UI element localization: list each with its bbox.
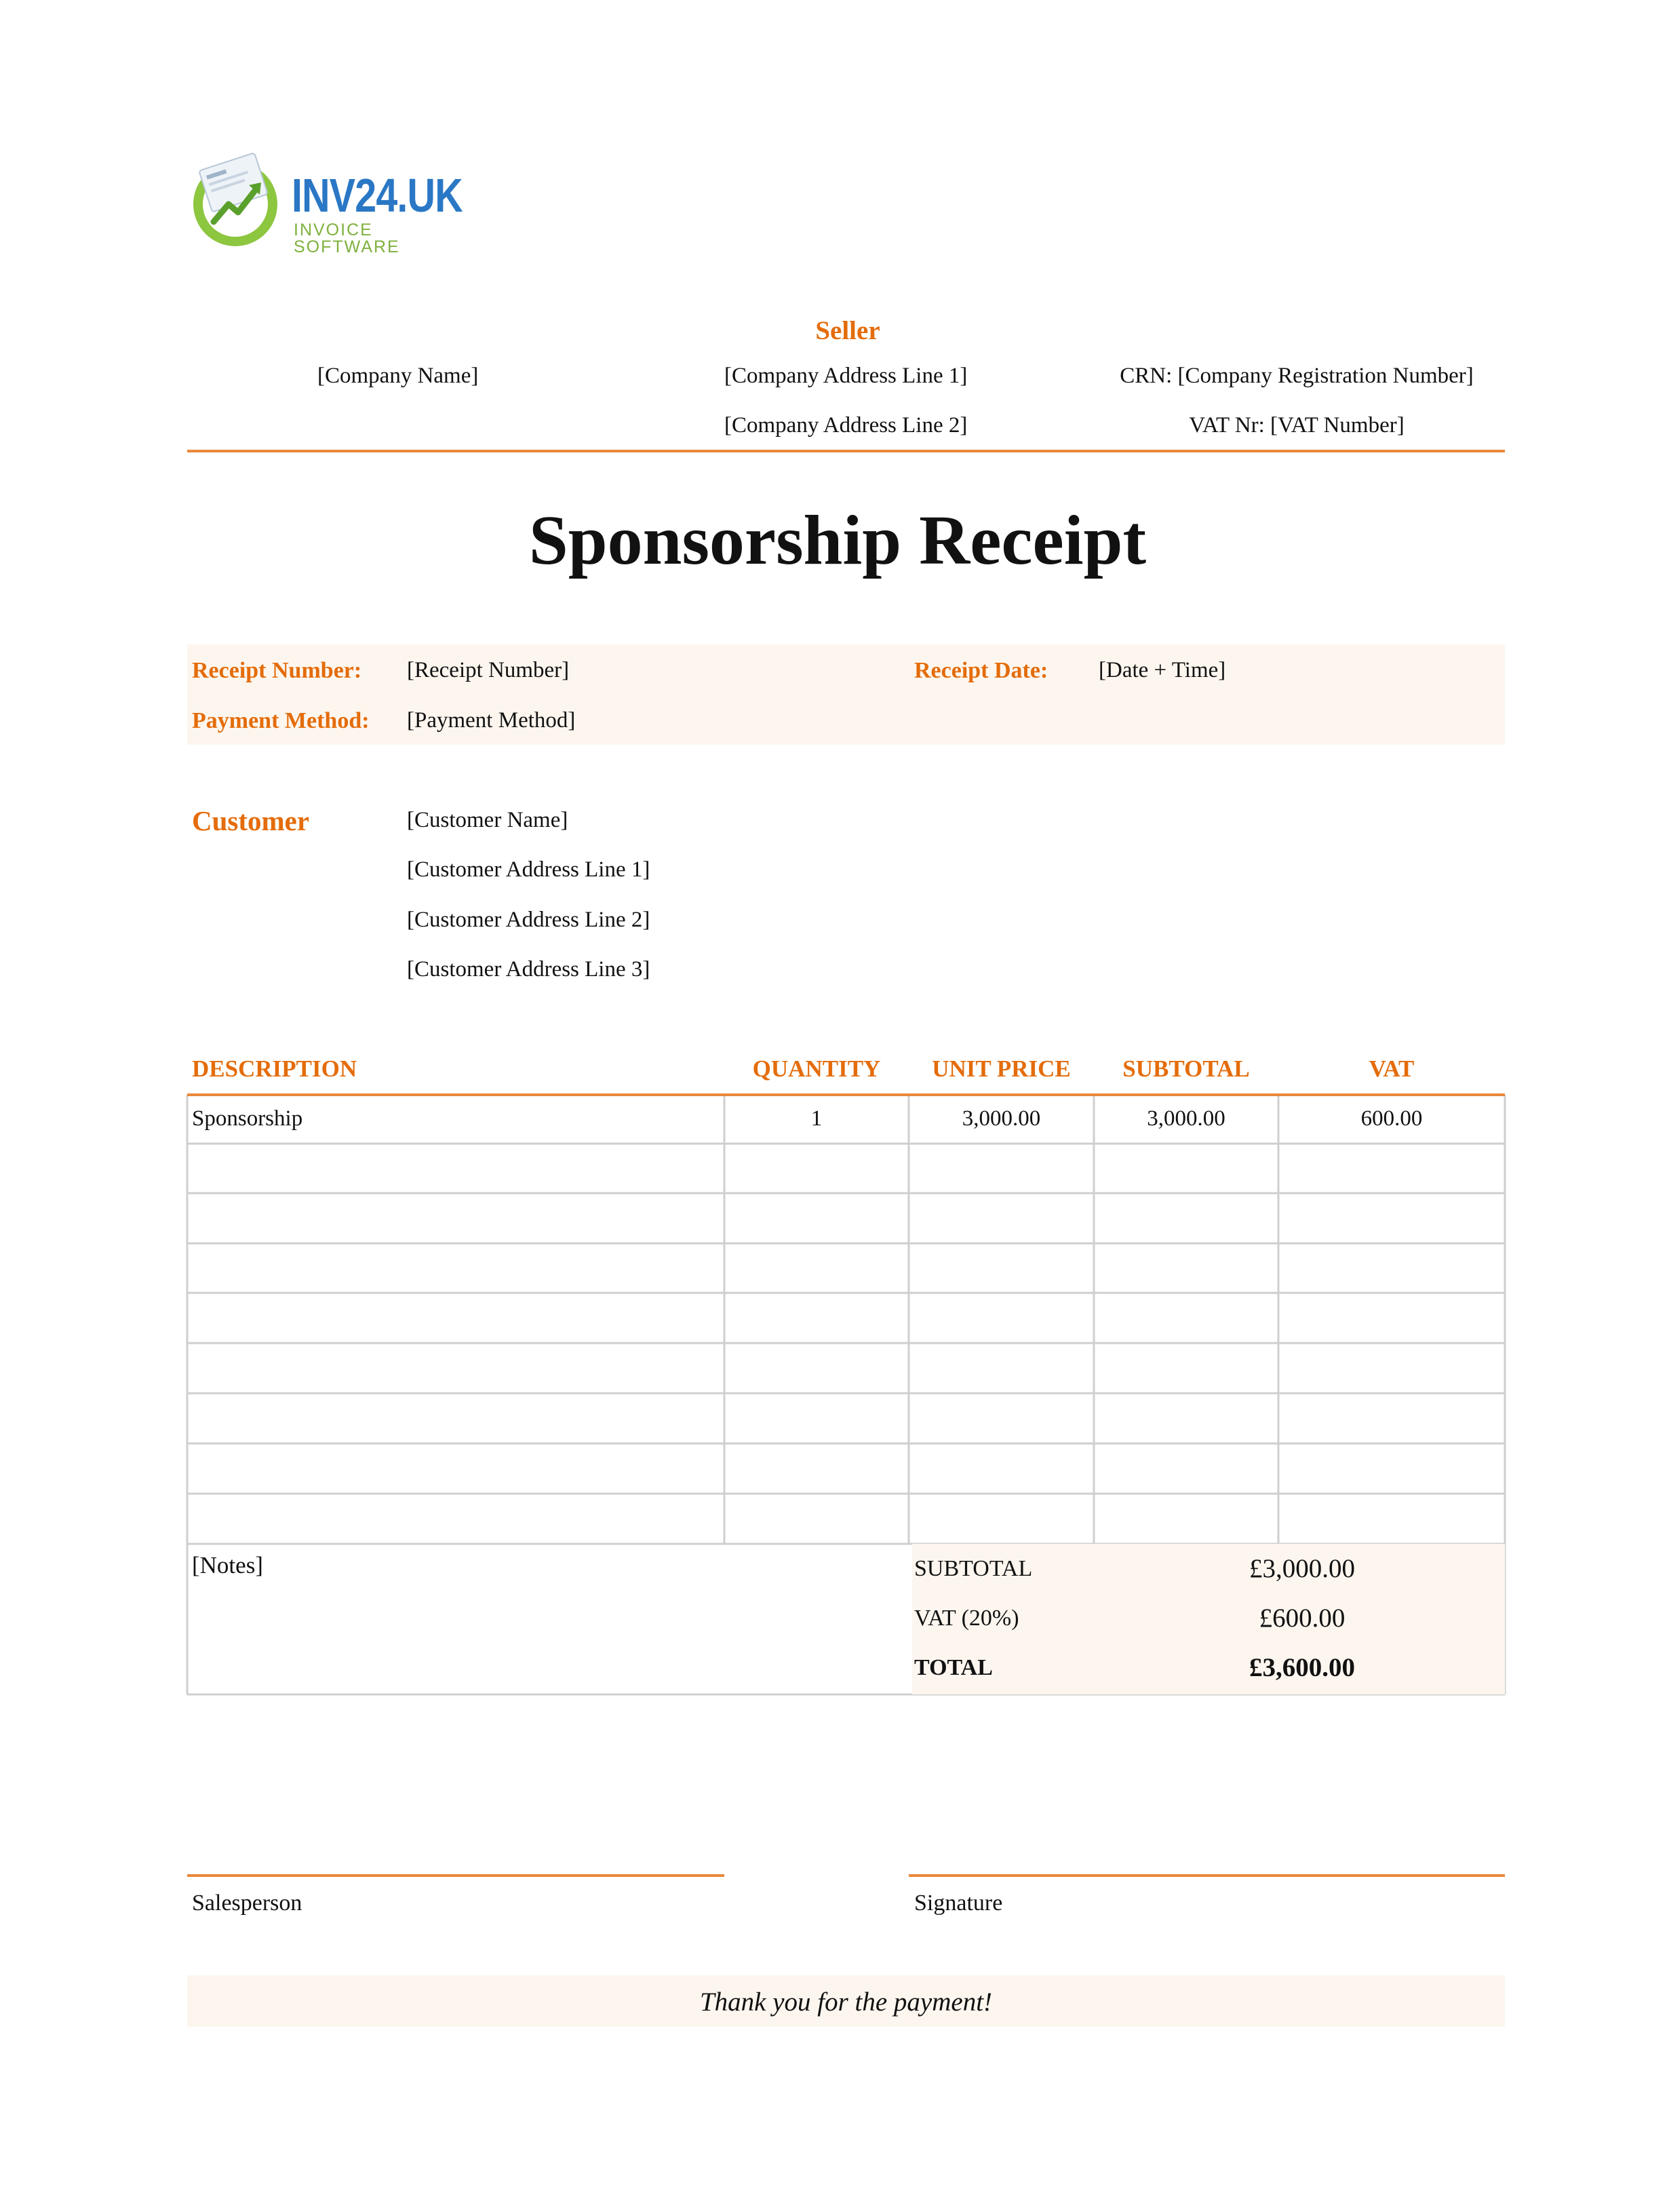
grand-total-label: TOTAL	[914, 1655, 993, 1680]
column-header-subtotal: SUBTOTAL	[1122, 1055, 1250, 1082]
footer-thank-you: Thank you for the payment!	[699, 1987, 993, 2017]
seller-address-line-2: [Company Address Line 2]	[724, 413, 968, 438]
salesperson-label: Salesperson	[192, 1890, 302, 1916]
receipt-number-label: Receipt Number:	[192, 658, 362, 683]
column-header-vat: VAT	[1369, 1055, 1415, 1082]
customer-heading: Customer	[192, 805, 310, 836]
column-header-description: DESCRIPTION	[192, 1055, 357, 1082]
customer-address-line-3: [Customer Address Line 3]	[407, 957, 650, 982]
customer-name: [Customer Name]	[407, 808, 568, 832]
item-quantity: 1	[810, 1106, 823, 1131]
seller-company-name: [Company Name]	[317, 364, 479, 388]
subtotal-label: SUBTOTAL	[914, 1556, 1033, 1581]
payment-method-value: [Payment Method]	[407, 708, 576, 733]
notes-text: [Notes]	[192, 1552, 263, 1578]
column-header-unit-price: UNIT PRICE	[932, 1055, 1071, 1082]
receipt-number-value: [Receipt Number]	[407, 658, 570, 682]
payment-method-label: Payment Method:	[192, 708, 370, 733]
subtotal-value: £3,000.00	[1249, 1554, 1355, 1583]
logo-tagline: INVOICE SOFTWARE	[294, 220, 400, 256]
seller-crn: CRN: [Company Registration Number]	[1120, 364, 1474, 388]
seller-address-line-1: [Company Address Line 1]	[724, 364, 968, 388]
logo-brand-text: INV24.UK	[292, 169, 463, 222]
vat-total-label: VAT (20%)	[914, 1606, 1019, 1631]
item-description: Sponsorship	[192, 1106, 303, 1131]
item-subtotal: 3,000.00	[1147, 1106, 1225, 1131]
item-vat: 600.00	[1360, 1106, 1423, 1131]
grand-total-value: £3,600.00	[1249, 1653, 1355, 1682]
page-title: Sponsorship Receipt	[528, 501, 1147, 579]
signature-label: Signature	[914, 1890, 1003, 1916]
seller-vat-number: VAT Nr: [VAT Number]	[1189, 413, 1405, 438]
customer-address-line-2: [Customer Address Line 2]	[407, 908, 650, 932]
column-header-quantity: QUANTITY	[752, 1055, 881, 1082]
receipt-date-value: [Date + Time]	[1099, 658, 1226, 682]
item-unit-price: 3,000.00	[962, 1106, 1041, 1131]
customer-address-line-1: [Customer Address Line 1]	[407, 857, 650, 882]
vat-total-value: £600.00	[1259, 1604, 1346, 1633]
salesperson-signature-line	[187, 1874, 724, 1877]
seller-heading: Seller	[815, 316, 880, 345]
customer-signature-line	[909, 1874, 1505, 1877]
receipt-date-label: Receipt Date:	[914, 658, 1048, 683]
